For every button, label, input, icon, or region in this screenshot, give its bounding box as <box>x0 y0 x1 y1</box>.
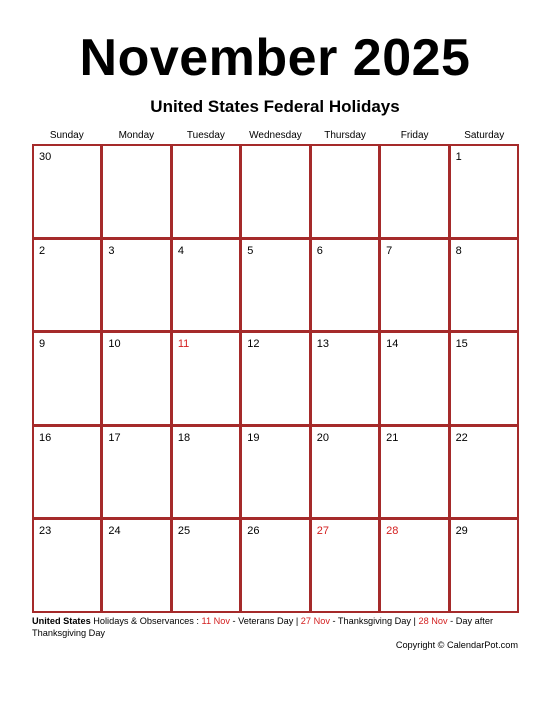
copyright-notice: Copyright © CalendarPot.com <box>395 640 518 650</box>
day-cell <box>312 333 378 424</box>
day-cell <box>173 146 239 237</box>
weekday-tuesday: Tuesday <box>186 130 225 141</box>
day-number: 22 <box>455 431 468 444</box>
footer-holiday-name: - Thanksgiving Day <box>329 616 411 626</box>
footer-country: United States <box>32 616 91 626</box>
day-number: 24 <box>108 525 121 538</box>
day-cell <box>381 146 447 237</box>
day-cell <box>103 333 169 424</box>
day-number: 1 <box>455 151 462 163</box>
holidays-footer <box>32 615 522 639</box>
day-cell <box>242 427 308 518</box>
day-number: 17 <box>108 431 121 444</box>
day-number: 4 <box>177 244 184 257</box>
footer-separator: | <box>293 616 301 626</box>
day-number: 16 <box>39 431 52 444</box>
weekday-sunday: Sunday <box>49 130 84 141</box>
page-subtitle: United States Federal Holidays <box>150 97 400 116</box>
page-title: November 2025 <box>79 29 471 87</box>
day-number: 9 <box>39 338 46 351</box>
day-cell <box>103 520 169 611</box>
day-number: 20 <box>316 431 329 444</box>
day-cell <box>173 520 239 611</box>
day-number: 5 <box>247 244 254 257</box>
weekday-thursday: Thursday <box>324 130 366 141</box>
day-number: 15 <box>455 338 468 351</box>
day-cell <box>451 146 517 237</box>
footer-holiday-date: 27 Nov <box>300 616 330 626</box>
weekday-monday: Monday <box>118 130 155 141</box>
holiday-day-number: 27 <box>316 525 329 538</box>
footer-holiday-name: - Veterans Day <box>229 616 294 626</box>
day-cell <box>381 333 447 424</box>
day-number: 26 <box>247 525 260 538</box>
day-cell <box>451 333 517 424</box>
day-number: 13 <box>316 338 329 351</box>
day-cell <box>242 520 308 611</box>
day-number: 21 <box>386 431 399 444</box>
day-cell <box>451 520 517 611</box>
day-cell <box>103 240 169 331</box>
day-cell <box>242 146 308 237</box>
day-number: 8 <box>455 244 462 257</box>
day-cell <box>103 146 169 237</box>
weekday-friday: Friday <box>400 130 429 141</box>
holiday-day-number: 11 <box>177 338 190 351</box>
weekday-saturday: Saturday <box>464 130 505 141</box>
day-cell <box>242 333 308 424</box>
day-number: 19 <box>247 431 260 444</box>
day-number: 10 <box>108 338 121 351</box>
day-number: 30 <box>39 151 52 163</box>
day-number: 29 <box>455 525 468 538</box>
day-cell <box>312 520 378 611</box>
day-number: 3 <box>108 244 115 257</box>
day-cell <box>34 146 100 237</box>
day-cell <box>34 240 100 331</box>
day-cell <box>34 520 100 611</box>
footer-holiday-date: 28 Nov <box>418 616 448 626</box>
day-number: 14 <box>386 338 399 351</box>
day-number: 23 <box>39 525 52 538</box>
day-number: 2 <box>39 244 46 257</box>
day-number: 7 <box>386 244 393 257</box>
day-cell <box>173 333 239 424</box>
day-cell <box>312 427 378 518</box>
day-cell <box>312 146 378 237</box>
day-number: 12 <box>247 338 260 351</box>
day-cell <box>381 520 447 611</box>
day-cell <box>173 427 239 518</box>
footer-intro: Holidays & Observances : <box>90 616 202 626</box>
day-cell <box>173 240 239 331</box>
day-cell <box>34 427 100 518</box>
day-number: 6 <box>316 244 323 257</box>
footer-holiday-date: 11 Nov <box>201 616 230 626</box>
day-number: 18 <box>177 431 191 444</box>
day-cell <box>451 240 517 331</box>
day-cell <box>34 333 100 424</box>
day-cell <box>103 427 169 518</box>
day-cell <box>451 427 517 518</box>
day-number: 25 <box>177 525 191 538</box>
day-cell <box>381 427 447 518</box>
footer-holiday-name: - Day after Thanksgiving Day <box>32 616 494 638</box>
weekday-header-row <box>32 128 519 144</box>
day-cell <box>242 240 308 331</box>
holiday-day-number: 28 <box>386 525 399 538</box>
day-cell <box>381 240 447 331</box>
calendar-grid <box>32 144 519 613</box>
footer-separator: | <box>410 616 419 626</box>
day-cell <box>312 240 378 331</box>
weekday-wednesday: Wednesday <box>249 130 302 141</box>
